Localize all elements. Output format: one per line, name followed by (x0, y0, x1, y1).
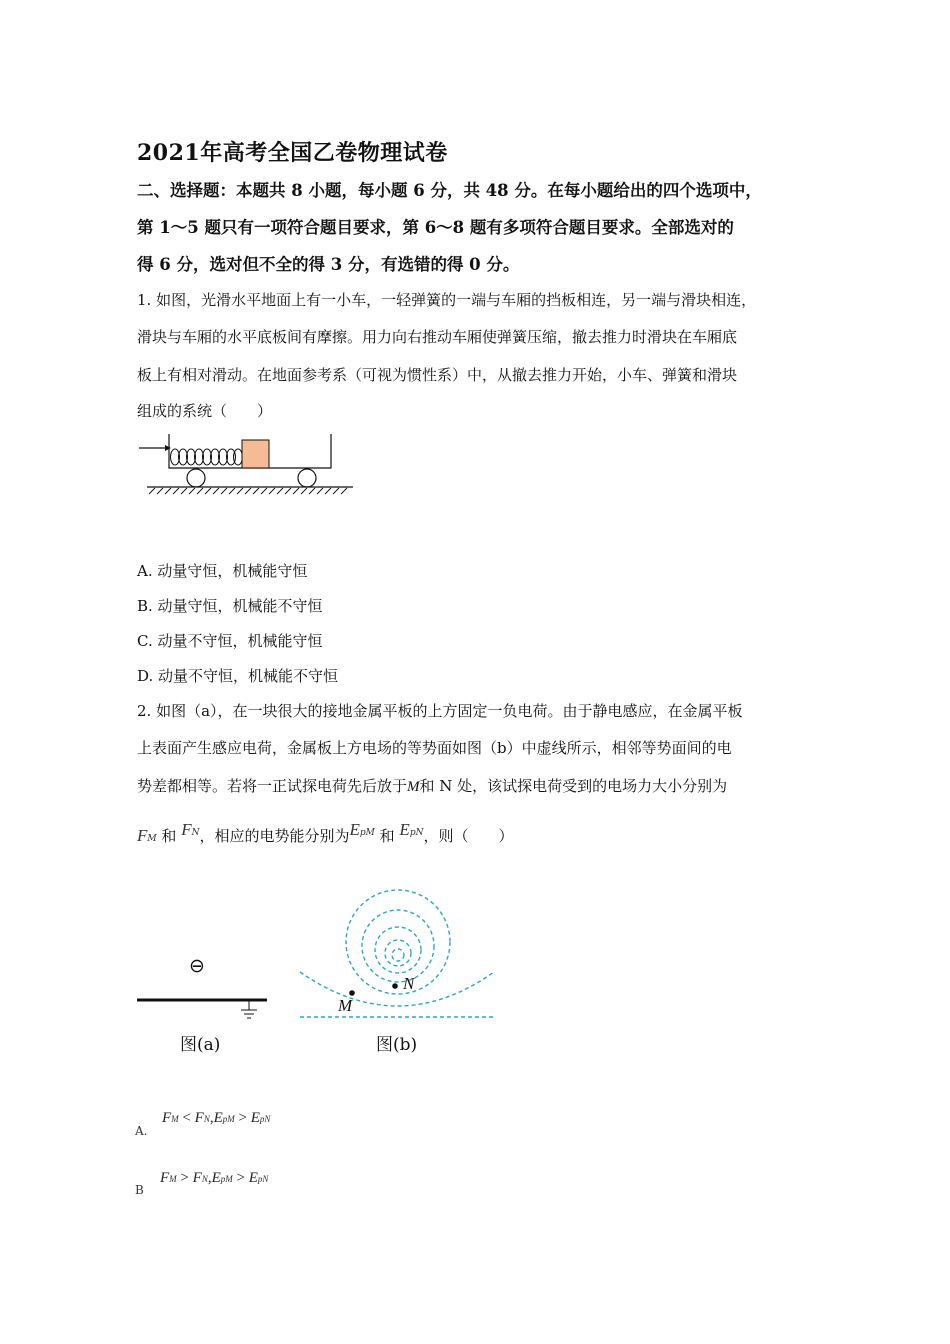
q2-figure-b (298, 880, 498, 1025)
negative-charge-icon: ⊖ (189, 955, 205, 977)
q2-option-b-formula[interactable] (160, 1170, 268, 1187)
q2-figure-a (135, 950, 275, 1025)
opt-a-f: F (162, 1110, 172, 1126)
opt-a-comma: , (209, 1110, 214, 1126)
energy-symbol: E (349, 820, 360, 839)
opt-a-sub-n: N (203, 1114, 210, 1124)
point-m-label: M (407, 779, 420, 795)
opt-b-sub-n: N (201, 1174, 208, 1184)
figure-a-caption: 图(a) (180, 1035, 221, 1055)
opt-a-sub-pn: pN (259, 1114, 271, 1124)
equipotential-circle-1 (346, 890, 450, 994)
equipotential-circle-3 (375, 927, 421, 973)
q1-text-line-4: 组成的系统（ ） (137, 402, 273, 420)
ground-hatch (149, 488, 347, 494)
equipotential-circle-2 (362, 910, 434, 982)
q2-line3-part-a: 势差都相等。若将一正试探电荷先后放于 (137, 777, 408, 795)
wheel-right (298, 469, 316, 487)
sub-pm: pM (359, 828, 375, 838)
q1-text-line-2: 滑块与车厢的水平底板间有摩擦。用力向右推动车厢使弹簧压缩，撤去推力时滑块在车厢底 (137, 328, 738, 346)
and-2: 和 (379, 827, 395, 845)
equipotential-circle-4 (385, 940, 411, 966)
q2-line3-part-b: 和 N 处，该试探电荷受到的电场力大小分别为 (419, 777, 728, 795)
q2-option-a-label[interactable]: A. (135, 1124, 148, 1138)
q2-text-line-3 (137, 776, 827, 797)
q2-text-line-2: 上表面产生感应电荷，金属板上方电场的等势面如图（b）中虚线所示，相邻等势面间的电 (137, 739, 732, 757)
opt-a-op2: > (234, 1110, 251, 1126)
opt-b-e2: E (248, 1170, 258, 1186)
sub-m: M (147, 834, 157, 844)
section-instructions-line-1: 二、选择题：本题共 8 小题，每小题 6 分，共 48 分。在每小题给出的四个选项中， (137, 181, 762, 200)
force-symbol: F (137, 826, 148, 845)
opt-a-f2: F (194, 1110, 204, 1126)
q1-option-b[interactable]: B. 动量守恒，机械能不守恒 (137, 597, 323, 615)
opt-b-sub-m: M (169, 1174, 177, 1184)
q2-text-line-4 (137, 820, 827, 849)
opt-b-sub-pn: pN (257, 1174, 269, 1184)
opt-a-sub-m: M (171, 1114, 179, 1124)
spring (171, 449, 243, 465)
section-instructions-line-3: 得 6 分，选对但不全的得 3 分，有选错的得 0 分。 (137, 255, 520, 274)
q1-option-a[interactable]: A. 动量守恒，机械能守恒 (137, 562, 308, 580)
q1-text-line-1: 1. 如图，光滑水平地面上有一小车，一轻弹簧的一端与车厢的挡板相连，另一端与滑块相连， (137, 291, 757, 309)
slider-block (242, 440, 269, 468)
figure-b-label-n: N (403, 974, 415, 993)
figure-b-label-m: M (338, 996, 353, 1015)
point-m-dot (349, 990, 355, 996)
push-arrow-icon (165, 445, 171, 451)
wheel-left (187, 469, 205, 487)
q2-line4-mid: ，相应的电势能分别为 (199, 827, 350, 845)
force-symbol-2: F (181, 820, 192, 839)
sub-pn: pN (409, 828, 424, 838)
opt-a-sub-pm: pM (222, 1114, 235, 1124)
opt-b-e: E (211, 1170, 221, 1186)
opt-b-op1: > (176, 1170, 193, 1186)
opt-b-sub-pm: pM (220, 1174, 233, 1184)
q2-option-b-label[interactable]: B (135, 1183, 144, 1197)
equipotential-curve (300, 972, 494, 1006)
q1-option-c[interactable]: C. 动量不守恒，机械能守恒 (137, 632, 323, 650)
q1-option-d[interactable]: D. 动量不守恒，机械能不守恒 (137, 667, 339, 685)
opt-b-f2: F (192, 1170, 202, 1186)
point-n-dot (392, 983, 398, 989)
opt-b-comma: , (207, 1170, 212, 1186)
page-title: 2021年高考全国乙卷物理试卷 (137, 140, 448, 166)
section-instructions-line-2: 第 1～5 题只有一项符合题目要求，第 6～8 题有多项符合题目要求。全部选对的 (137, 218, 734, 237)
sub-n: N (191, 828, 200, 838)
energy-symbol-2: E (399, 820, 410, 839)
opt-a-e2: E (250, 1110, 260, 1126)
q2-option-a-formula[interactable] (162, 1110, 270, 1127)
q2-text-line-1: 2. 如图（a），在一块很大的接地金属平板的上方固定一负电荷。由于静电感应，在金属平板 (137, 702, 743, 720)
and-1: 和 (161, 827, 177, 845)
opt-a-op1: < (178, 1110, 195, 1126)
opt-b-op2: > (232, 1170, 249, 1186)
equipotential-circle-5 (392, 949, 404, 961)
q1-text-line-3: 板上有相对滑动。在地面参考系（可视为惯性系）中，从撤去推力开始，小车、弹簧和滑块 (137, 366, 738, 384)
opt-a-e: E (213, 1110, 223, 1126)
q2-line4-end: ，则（ ） (423, 827, 514, 845)
opt-b-f: F (160, 1170, 170, 1186)
q1-cart-figure (135, 428, 360, 498)
figure-b-caption: 图(b) (376, 1035, 418, 1055)
